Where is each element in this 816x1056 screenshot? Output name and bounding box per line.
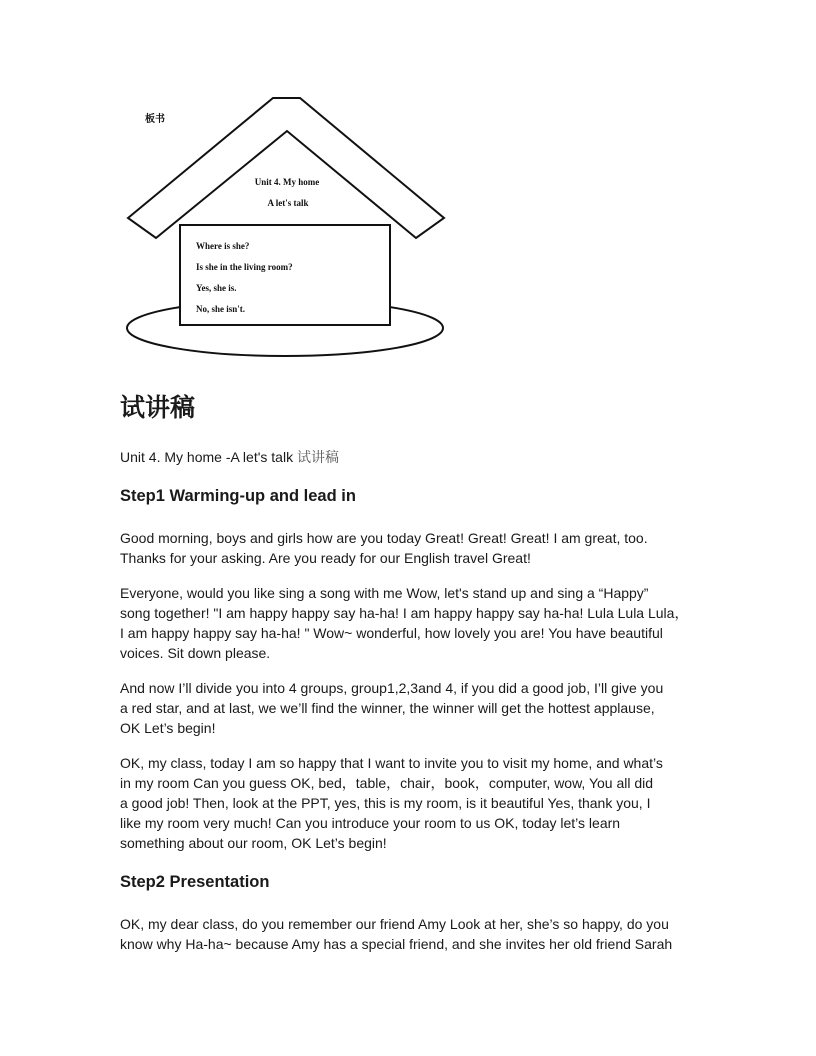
paragraph-line: in my room Can you guess OK, bed，table，chair，book，computer, wow, You all did bbox=[120, 775, 654, 791]
step2-heading: Step2 Presentation bbox=[120, 873, 270, 891]
step2-paragraph bbox=[120, 914, 720, 954]
paragraph-line: Good morning, boys and girls how are you today Great! Great! Great! I am great, too. bbox=[120, 530, 648, 546]
step1-paragraph bbox=[120, 528, 720, 568]
paragraph-line: Thanks for your asking. Are you ready for our English travel Great! bbox=[120, 550, 531, 566]
board-section: A let's talk bbox=[267, 198, 309, 208]
board-line: Yes, she is. bbox=[196, 283, 237, 293]
document-subtitle bbox=[120, 447, 339, 467]
paragraph-line: know why Ha-ha~ because Amy has a special friend, and she invites her old friend Sarah bbox=[120, 936, 673, 952]
paragraph-line: voices. Sit down please. bbox=[120, 645, 271, 661]
page-title: 试讲稿 bbox=[120, 393, 196, 422]
paragraph-line: And now I’ll divide you into 4 groups, group1,2,3and 4, if you did a good job, I’ll give you bbox=[120, 680, 664, 696]
paragraph-line: something about our room, OK Let’s begin! bbox=[120, 835, 387, 851]
paragraph-line: song together! "I am happy happy say ha-ha! I am happy happy say ha-ha! Lula Lula Lula， bbox=[120, 605, 689, 621]
board-caption: 板书 bbox=[145, 114, 165, 125]
step1-paragraph bbox=[120, 678, 720, 738]
step1-paragraph bbox=[120, 753, 720, 853]
paragraph-line: I am happy happy say ha-ha! " Wow~ wonderful, how lovely you are! You have beautiful bbox=[120, 625, 663, 641]
subtitle-text: Unit 4. My home -A let's talk bbox=[120, 449, 294, 465]
paragraph-line: OK Let’s begin! bbox=[120, 720, 216, 736]
paragraph-line: a good job! Then, look at the PPT, yes, this is my room, is it beautiful Yes, thank you, I bbox=[120, 795, 651, 811]
paragraph-line: a red star, and at last, we we’ll find the winner, the winner will get the hottest applause, bbox=[120, 700, 655, 716]
paragraph-line: like my room very much! Can you introduce your room to us OK, today let’s learn bbox=[120, 815, 621, 831]
board-line: No, she isn't. bbox=[196, 304, 246, 314]
paragraph-line: OK, my class, today I am so happy that I want to invite you to visit my home, and what’s bbox=[120, 755, 663, 771]
paragraph-line: OK, my dear class, do you remember our friend Amy Look at her, she’s so happy, do you bbox=[120, 916, 669, 932]
board-line: Is she in the living room? bbox=[196, 262, 293, 272]
house-roof bbox=[128, 98, 444, 238]
board-unit-title: Unit 4. My home bbox=[254, 177, 320, 187]
step1-heading: Step1 Warming-up and lead in bbox=[120, 487, 356, 505]
paragraph-line: Everyone, would you like sing a song with me Wow, let's stand up and sing a “Happy” bbox=[120, 585, 649, 601]
subtitle-zh: 试讲稿 bbox=[296, 450, 339, 466]
board-line: Where is she? bbox=[196, 241, 250, 251]
step1-paragraph bbox=[120, 583, 720, 663]
blackboard-drawing bbox=[0, 0, 816, 380]
